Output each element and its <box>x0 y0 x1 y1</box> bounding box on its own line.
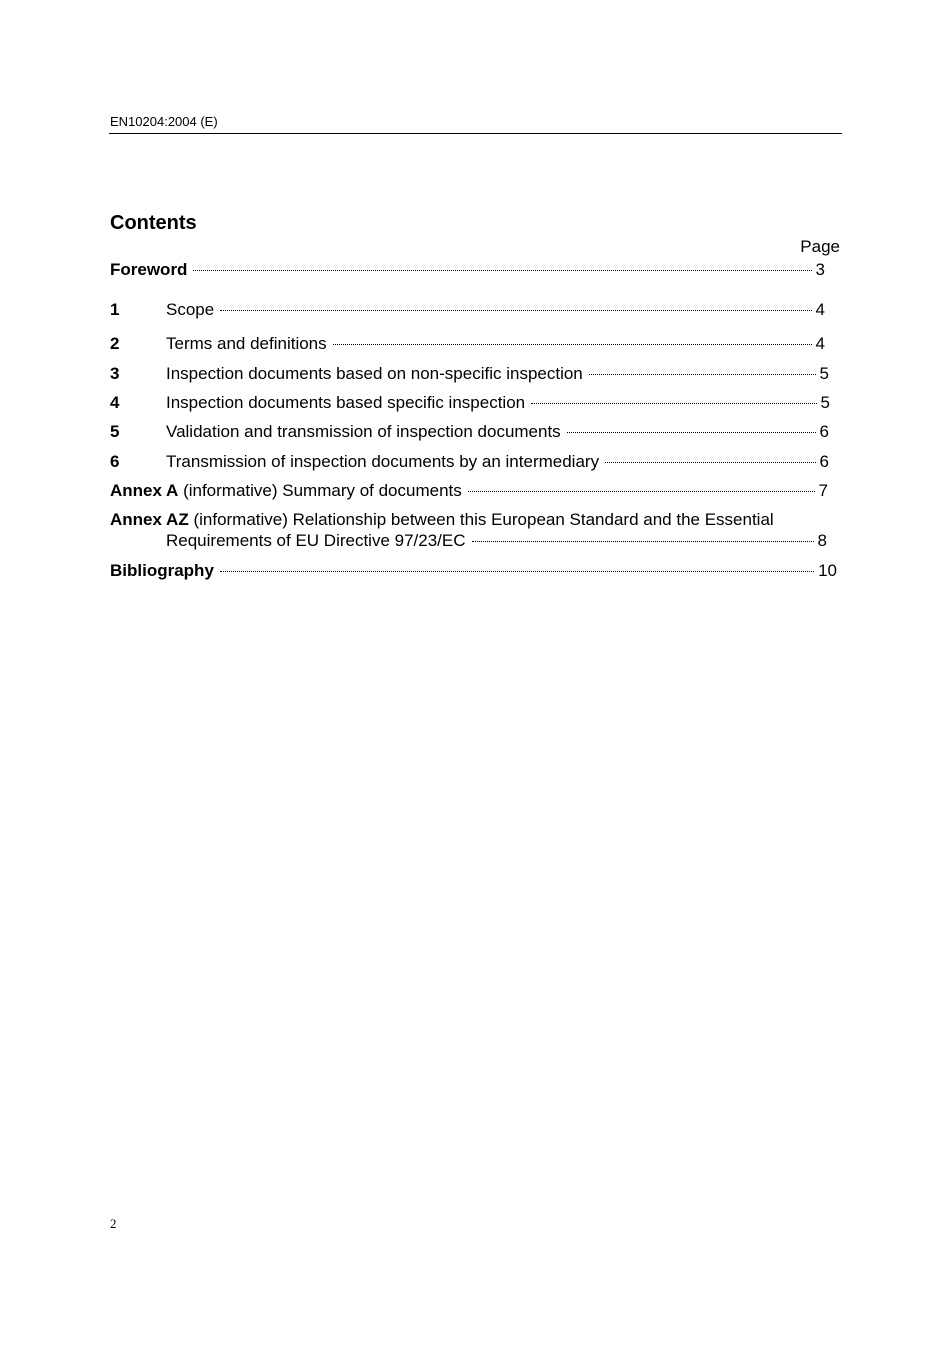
annex-title: (informative) Summary of documents <box>183 481 462 500</box>
toc-entry-foreword[interactable] <box>110 260 825 280</box>
toc-entry-page: 4 <box>815 300 825 319</box>
dot-leader <box>567 431 816 433</box>
toc-entry-page: 6 <box>819 452 829 471</box>
dot-leader <box>220 309 811 311</box>
toc-entry-title: Terms and definitions <box>166 334 327 353</box>
toc-entry-5[interactable] <box>110 422 829 442</box>
toc-entry-page: 8 <box>817 531 827 550</box>
dot-leader <box>220 570 814 572</box>
toc-entry-number: 4 <box>110 393 120 412</box>
toc-entry-annex-az-continuation[interactable] <box>166 531 827 551</box>
toc-entry-number: 6 <box>110 452 120 471</box>
toc-entry-page: 5 <box>820 393 830 412</box>
toc-entry-number: 5 <box>110 422 120 441</box>
toc-entry-title: Scope <box>166 300 215 319</box>
annex-label: Annex AZ <box>110 510 189 529</box>
toc-entry-3[interactable] <box>110 364 829 384</box>
page-column-label: Page <box>800 237 840 256</box>
annex-label: Annex A <box>110 481 179 500</box>
toc-entry-page: 5 <box>819 364 829 383</box>
contents-heading: Contents <box>110 212 197 234</box>
toc-entry-page: 3 <box>815 260 825 279</box>
toc-entry-page: 6 <box>819 422 829 441</box>
toc-entry-title: Bibliography <box>110 561 214 580</box>
toc-entry-number: 1 <box>110 300 120 319</box>
dot-leader <box>589 373 816 375</box>
dot-leader <box>472 540 814 542</box>
toc-entry-annex-a[interactable] <box>110 481 828 501</box>
toc-entry-number: 2 <box>110 334 120 353</box>
dot-leader <box>193 269 811 271</box>
toc-entry-title <box>110 481 462 501</box>
document-header-id: EN10204:2004 (E) <box>110 114 218 129</box>
toc-entry-bibliography[interactable] <box>110 561 837 581</box>
toc-entry-title: Inspection documents based specific inspection <box>166 393 526 412</box>
toc-entry-title: Validation and transmission of inspection documents <box>166 422 561 441</box>
toc-entry-2[interactable] <box>110 334 825 354</box>
toc-entry-title: Inspection documents based on non-specific inspection <box>166 364 583 383</box>
dot-leader <box>468 490 815 492</box>
toc-entry-title: Foreword <box>110 260 188 279</box>
dot-leader <box>605 461 815 463</box>
toc-entry-page: 7 <box>818 481 828 500</box>
toc-entry-4[interactable] <box>110 393 830 413</box>
header-rule <box>109 133 842 134</box>
dot-leader <box>333 343 812 345</box>
toc-entry-title: Transmission of inspection documents by an intermediary <box>166 452 600 471</box>
dot-leader <box>531 402 816 404</box>
toc-entry-page: 4 <box>815 334 825 353</box>
toc-entry-number: 3 <box>110 364 120 383</box>
footer-page-number: 2 <box>110 1216 117 1231</box>
toc-entry-1[interactable] <box>110 300 825 320</box>
annex-title-line1: (informative) Relationship between this European Standard and the Essential <box>193 510 774 529</box>
toc-entry-page: 10 <box>818 561 837 580</box>
annex-title-line2: Requirements of EU Directive 97/23/EC <box>166 531 466 550</box>
toc-entry-6[interactable] <box>110 452 829 472</box>
toc-entry-annex-az[interactable] <box>110 510 774 530</box>
